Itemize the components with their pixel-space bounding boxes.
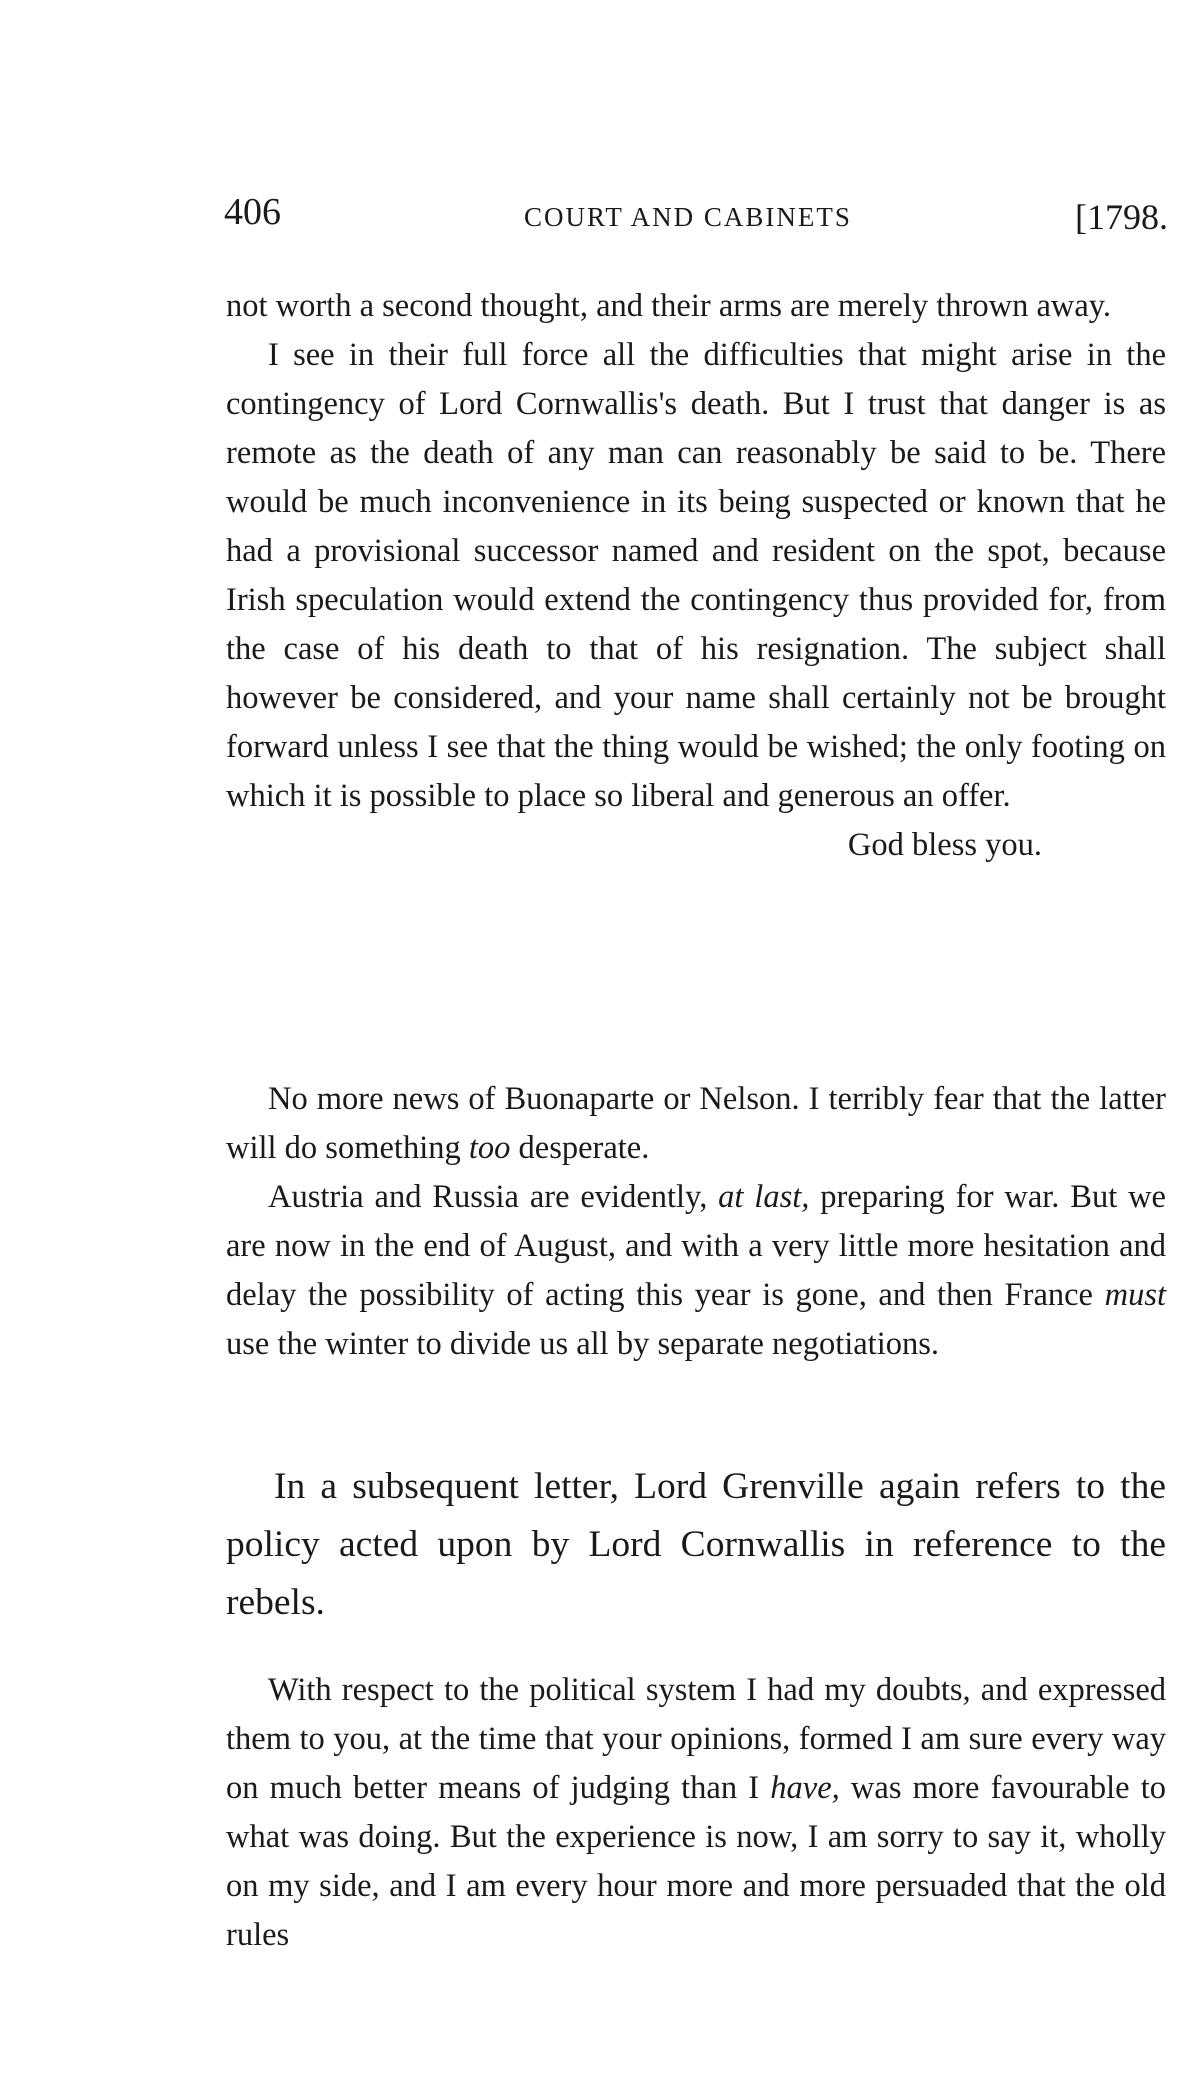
postscript-paragraph-1 (226, 1075, 1166, 1173)
letter-two-emphasis: have, (770, 1770, 840, 1806)
postscript-text: use the winter to divide us all by separate negotiations. (226, 1326, 940, 1362)
postscript-text: desperate. (510, 1130, 650, 1166)
letter-two-text: was more favourable to what was doing. But the experience is now, I am sorry to say it, wholly on my side, and I am every hour more and more persuaded that the old rules (226, 1770, 1166, 1953)
postscript-paragraph-2 (226, 1173, 1166, 1369)
letter-signoff: God bless you. (847, 827, 1042, 863)
postscript-emphasis: must (1104, 1277, 1166, 1313)
letter-two-paragraph (226, 1666, 1166, 1960)
narrative (226, 1458, 1166, 1632)
letter-paragraph: I see in their full force all the difficulties that might arise in the contingency of Lord Cornwallis's death. But I trust that danger is as remote as the death of any man can reasonably be said to be. There would be much inconvenience in its being suspected or known that he had a provisional successor named and resident on the spot, because Irish speculation would extend the contingency thus provided for, from the case of his death to that of his resignation. The subject shall however be considered, and your name shall certainly not be brought forward unless I see that the thing would be wished; the only footing on which it is possible to place so liberal and generous an offer. (226, 337, 1166, 814)
letter-two (226, 1666, 1166, 1960)
page-header (224, 190, 1168, 250)
postscript (226, 1075, 1166, 1369)
running-title: COURT AND CABINETS (524, 202, 852, 232)
narrative-paragraph: In a subsequent letter, Lord Grenville again refers to the policy acted upon by Lord Cornwallis in reference to the rebels. (226, 1466, 1166, 1623)
letter-two-text: With respect to the political system I had my doubts, and expressed them to you, at the time that your opinions, formed I am sure every way on much better means of judging than I (226, 1672, 1166, 1806)
letter-one (226, 282, 1166, 870)
letter-continuation: not worth a second thought, and their arms are merely thrown away. (226, 288, 1112, 324)
postscript-text: Austria and Russia are evidently, (268, 1179, 719, 1215)
year-marker: [1798. (1075, 197, 1168, 237)
postscript-text: preparing for war. But we are now in the end of August, and with a very little more hesitation and delay the possibility of acting this year is gone, and then France (226, 1179, 1166, 1313)
postscript-emphasis: too (468, 1130, 511, 1166)
page-number: 406 (224, 191, 281, 233)
postscript-text: No more news of Buonaparte or Nelson. I terribly fear that the latter will do something (226, 1081, 1166, 1166)
postscript-emphasis: at last, (718, 1179, 810, 1215)
